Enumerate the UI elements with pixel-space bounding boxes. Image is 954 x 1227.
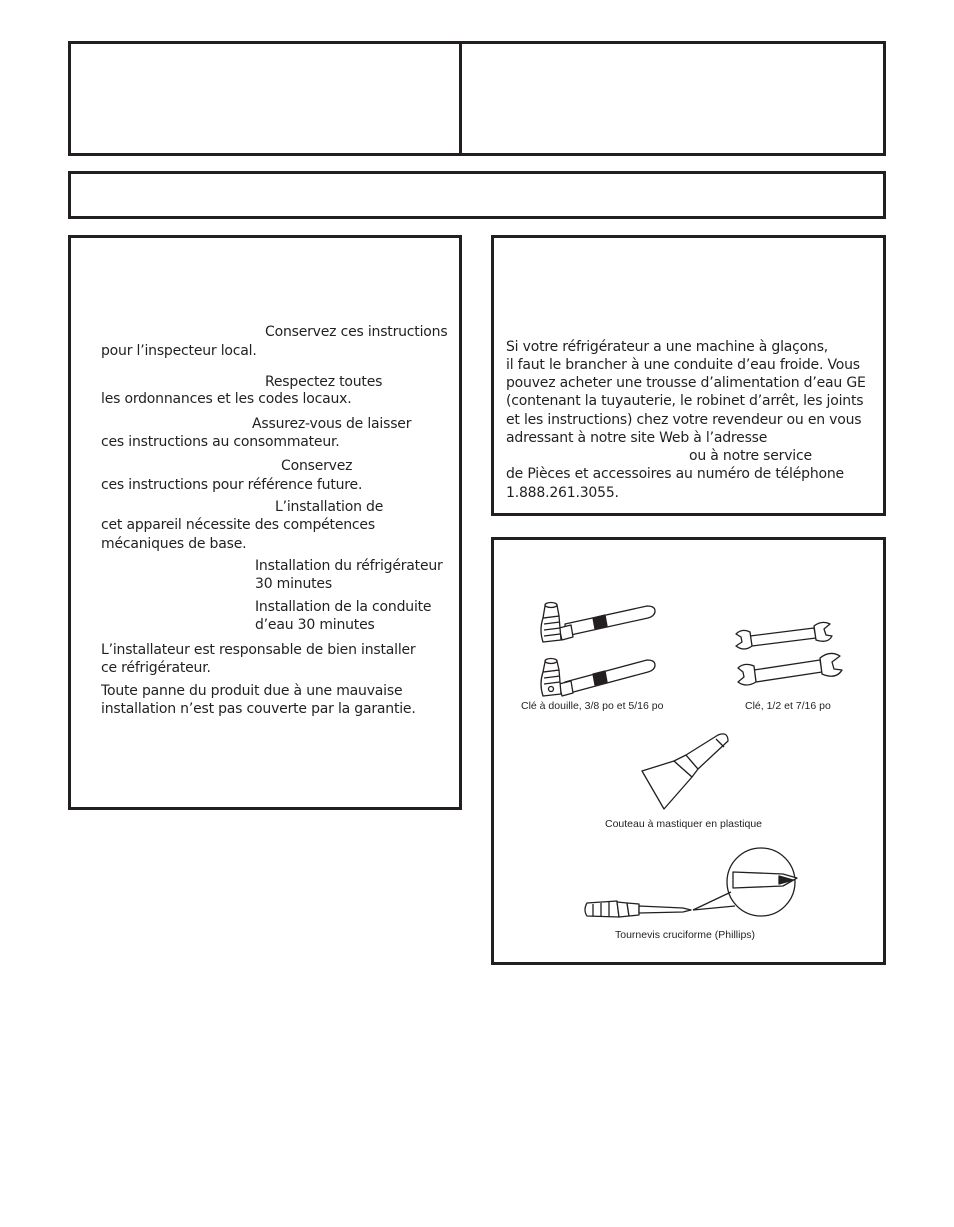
time-water-line2: d’eau 30 minutes <box>255 617 375 633</box>
time-water-line1: Installation de la conduite <box>255 599 432 615</box>
item-4-lead: Conservez <box>281 458 353 474</box>
header-box-right <box>459 41 886 156</box>
item-3-lead: Assurez-vous de laisser <box>252 416 412 432</box>
item-5-lead: L’installation de <box>275 499 384 515</box>
water-line-6: adressant à notre site Web à l’adresse <box>506 430 768 446</box>
putty-knife-icon <box>640 733 732 811</box>
water-line-3: pouvez acheter une trousse d’alimentation d’eau GE <box>506 375 866 391</box>
item-5-rest: cet appareil nécessite des compétences <box>101 517 375 533</box>
water-line-4: (contenant la tuyauterie, le robinet d’arrêt, les joints <box>506 393 864 409</box>
title-banner <box>68 171 886 219</box>
water-line-1: Si votre réfrigérateur a une machine à glaçons, <box>506 339 829 355</box>
water-line-9: 1.888.261.3055. <box>506 485 619 501</box>
item-5-rest2: mécaniques de base. <box>101 536 247 552</box>
installer-line1: L’installateur est responsable de bien installer <box>101 642 416 658</box>
putty-knife-caption: Couteau à mastiquer en plastique <box>605 818 763 830</box>
socket-wrench-caption: Clé à douille, 3/8 po et 5/16 po <box>521 700 664 712</box>
item-2-lead: Respectez toutes <box>265 374 383 390</box>
header-box-left <box>68 41 462 156</box>
item-1-lead: Conservez ces instructions <box>265 324 448 340</box>
item-1-rest: pour l’inspecteur local. <box>101 343 257 359</box>
phillips-screwdriver-caption: Tournevis cruciforme (Phillips) <box>615 929 756 941</box>
time-fridge-line2: 30 minutes <box>255 576 332 592</box>
water-line-5: et les instructions) chez votre revendeur ou en vous <box>506 412 862 428</box>
item-2-rest: les ordonnances et les codes locaux. <box>101 391 352 407</box>
open-end-wrench-caption: Clé, 1/2 et 7/16 po <box>745 700 831 712</box>
phillips-screwdriver-icon <box>583 848 813 923</box>
warranty-line1: Toute panne du produit due à une mauvaise <box>101 683 403 699</box>
water-line-7: ou à notre service <box>689 448 812 464</box>
item-4-rest: ces instructions pour référence future. <box>101 477 363 493</box>
time-fridge-line1: Installation du réfrigérateur <box>255 558 443 574</box>
installer-line2: ce réfrigérateur. <box>101 660 211 676</box>
open-end-wrench-icon <box>730 620 848 695</box>
water-line-2: il faut le brancher à une conduite d’eau froide. Vous <box>506 357 860 373</box>
socket-wrench-icon <box>535 598 665 698</box>
water-line-8: de Pièces et accessoires au numéro de téléphone <box>506 466 844 482</box>
item-3-rest: ces instructions au consommateur. <box>101 434 340 450</box>
warranty-line2: installation n’est pas couverte par la garantie. <box>101 701 416 717</box>
